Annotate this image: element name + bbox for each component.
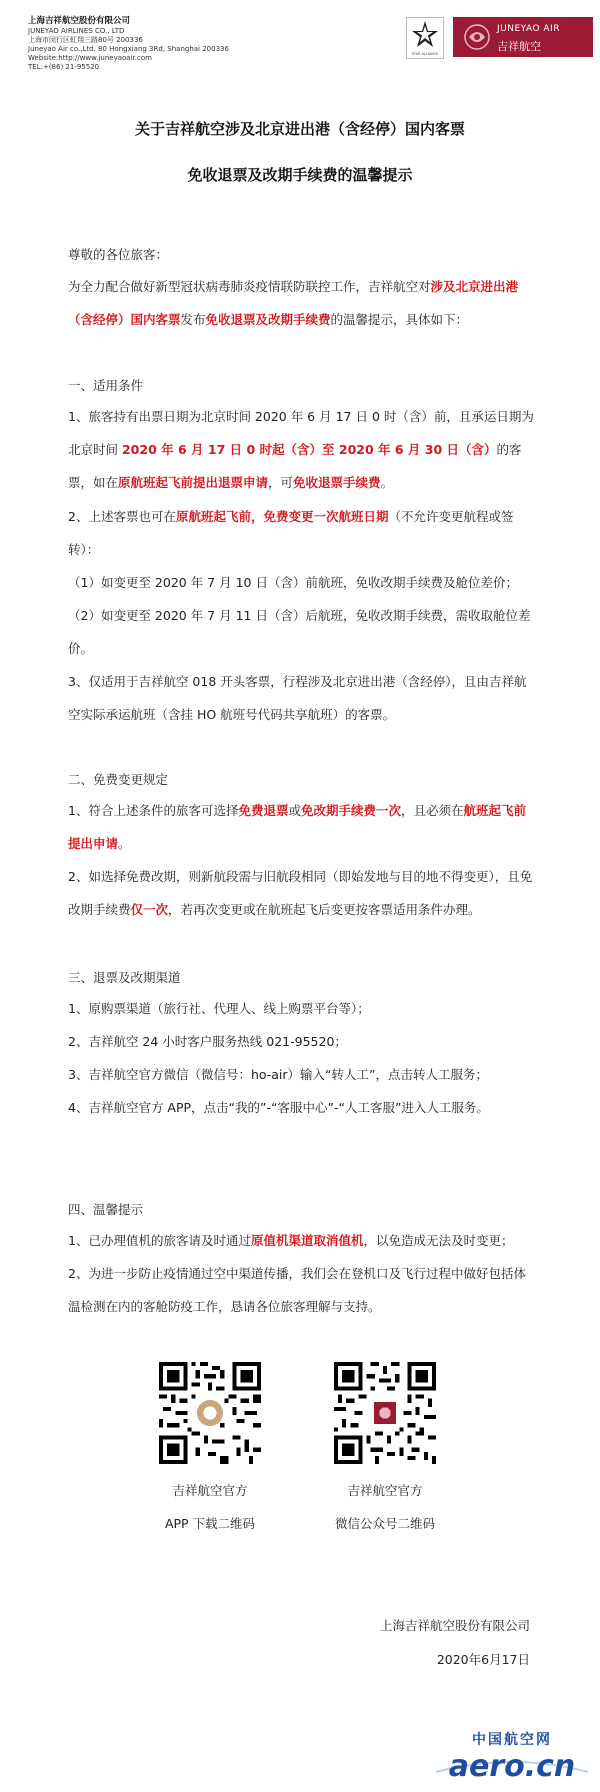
signature-company: 上海吉祥航空股份有限公司 bbox=[379, 1618, 530, 1633]
intro-highlight: 涉及北京进出港（含经停）国内客票 bbox=[68, 279, 519, 327]
qr-code-icon bbox=[159, 1362, 261, 1464]
channel-item-4: 4、吉祥航空官方 APP，点击“我的”-“客服中心”-“人工客服”进入人工服务。 bbox=[68, 1100, 489, 1115]
qr-caption-line: 微信公众号二维码 bbox=[334, 1516, 435, 1531]
document-title-line1: 关于吉祥航空涉及北京进出港（含经停）国内客票 bbox=[134, 120, 465, 138]
aero-cn-logo-icon bbox=[430, 1728, 595, 1784]
item-highlight: 原航班起飞前，免费变更一次航班日期 bbox=[175, 509, 389, 524]
item-text: 或 bbox=[288, 803, 301, 818]
section-heading-conditions: 一、适用条件 bbox=[68, 378, 144, 393]
address-en: Juneyao Air co.,Ltd. 80 Hongxiang 3Rd, Shanghai 200336 bbox=[28, 45, 229, 53]
item-highlight: 免收退票手续费 bbox=[293, 475, 381, 490]
app-download-qr-code bbox=[159, 1362, 261, 1464]
juneyao-emblem-icon bbox=[457, 17, 497, 57]
signature-date: 2020年6月17日 bbox=[436, 1652, 530, 1667]
item-text: 1、已办理值机的旅客请及时通过 bbox=[68, 1233, 251, 1248]
greeting: 尊敬的各位旅客： bbox=[68, 247, 169, 262]
company-name-cn: 上海吉祥航空股份有限公司 bbox=[28, 16, 131, 26]
aero-cn-watermark bbox=[430, 1728, 595, 1784]
item-highlight: 航班起飞前提出申请 bbox=[68, 803, 527, 851]
section-heading-channels: 三、退票及改期渠道 bbox=[68, 970, 181, 985]
star-alliance-label: STAR ALLIANCE bbox=[411, 52, 439, 56]
telephone: TEL:+(86) 21-95520 bbox=[28, 63, 100, 71]
qr-caption-line: 吉祥航空官方 bbox=[172, 1483, 248, 1498]
website: Website:http://www.juneyaoair.com bbox=[28, 54, 152, 62]
brand-name-cn: 吉祥航空 bbox=[497, 40, 541, 53]
qr-caption-line: APP 下载二维码 bbox=[164, 1516, 256, 1531]
item-text: 2、上述客票也可在 bbox=[68, 509, 176, 524]
item-text: 2、如选择免费改期，则新航段需与旧航段相同（即始发地与目的地不得变更），且免改期手续费 bbox=[68, 869, 533, 917]
intro-text: 的温馨提示，具体如下： bbox=[330, 312, 469, 327]
company-name-en: JUNEYAO AIRLINES CO., LTD bbox=[28, 27, 125, 35]
star-alliance-logo bbox=[406, 17, 444, 59]
conditions-item-2 bbox=[68, 500, 538, 566]
app-qr-caption bbox=[130, 1474, 290, 1540]
document-title-line2: 免收退票及改期手续费的温馨提示 bbox=[187, 166, 413, 184]
letterhead-info bbox=[28, 16, 229, 72]
section-heading-tips: 四、温馨提示 bbox=[68, 1202, 144, 1217]
wechat-qr-caption bbox=[305, 1474, 465, 1540]
conditions-item-1 bbox=[68, 400, 538, 499]
conditions-item-2a: （1）如变更至 2020 年 7 月 10 日（含）前航班，免收改期手续费及舱位差价； bbox=[68, 575, 518, 590]
juneyao-brand-logo bbox=[453, 17, 593, 57]
item-text: （不允许变更航程或签转）： bbox=[68, 509, 514, 557]
conditions-item-3: 3、仅适用于吉祥航空 018 开头客票，行程涉及北京进出港（含经停），且由吉祥航空实际承运航班（含挂 HO 航班号代码共享航班）的客票。 bbox=[68, 674, 527, 722]
section-heading-free-change: 二、免费变更规定 bbox=[68, 772, 169, 787]
item-text: 1、旅客持有出票日期为北京时间 2020 年 6 月 17 日 0 时（含）前，且承运日期为北京时间 bbox=[68, 409, 534, 457]
intro-text: 发布 bbox=[180, 312, 206, 327]
channel-item-1: 1、原购票渠道（旅行社、代理人、线上购票平台等）； bbox=[68, 1001, 370, 1016]
star-icon bbox=[407, 18, 443, 50]
channel-item-3: 3、吉祥航空官方微信（微信号：ho-air）输入“转人工”，点击转人工服务； bbox=[68, 1067, 488, 1082]
address-cn: 上海市闵行区虹翔三路80号 200336 bbox=[28, 36, 143, 44]
watermark-en-text: aero.cn bbox=[448, 1749, 576, 1784]
qr-code-icon bbox=[334, 1362, 436, 1464]
item-text: 1、符合上述条件的旅客可选择 bbox=[68, 803, 239, 818]
item-highlight: 2020 年 6 月 17 日 0 时起（含）至 2020 年 6 月 30 日（含） bbox=[121, 442, 497, 457]
item-highlight: 原值机渠道取消值机 bbox=[250, 1233, 364, 1248]
item-text: ，且必须在 bbox=[401, 803, 464, 818]
watermark-cn-text: 中国航空网 bbox=[472, 1732, 552, 1748]
free-change-item-2 bbox=[68, 860, 538, 926]
item-text: 的客票，如在 bbox=[68, 442, 522, 490]
item-text: ，可 bbox=[268, 475, 294, 490]
intro-paragraph bbox=[68, 270, 538, 336]
item-highlight: 仅一次 bbox=[130, 902, 169, 917]
brand-name-en: JUNEYAO AIR bbox=[497, 24, 560, 34]
item-text: ，若再次变更或在航班起飞后变更按客票适用条件办理。 bbox=[168, 902, 481, 917]
intro-text: 为全力配合做好新型冠状病毒肺炎疫情联防联控工作，吉祥航空对 bbox=[68, 279, 431, 294]
conditions-item-2b: （2）如变更至 2020 年 7 月 11 日（含）后航班，免收改期手续费，需收取舱位差价。 bbox=[68, 608, 531, 656]
wechat-account-qr-code bbox=[334, 1362, 436, 1464]
tips-item-2: 2、为进一步防止疫情通过空中渠道传播，我们会在登机口及飞行过程中做好包括体温检测在内的客舱防疫工作，恳请各位旅客理解与支持。 bbox=[68, 1266, 526, 1314]
channel-item-2: 2、吉祥航空 24 小时客户服务热线 021-95520； bbox=[68, 1034, 347, 1049]
free-change-item-1 bbox=[68, 794, 538, 860]
item-text: ，以免造成无法及时变更； bbox=[363, 1233, 514, 1248]
item-text: 。 bbox=[380, 475, 394, 490]
intro-highlight: 免收退票及改期手续费 bbox=[205, 312, 331, 327]
item-highlight: 免费退票 bbox=[238, 803, 289, 818]
qr-caption-line: 吉祥航空官方 bbox=[347, 1483, 423, 1498]
item-highlight: 原航班起飞前提出退票申请 bbox=[118, 475, 269, 490]
item-text: 。 bbox=[118, 836, 131, 851]
tips-item-1 bbox=[68, 1224, 538, 1257]
item-highlight: 免改期手续费一次 bbox=[301, 803, 402, 818]
